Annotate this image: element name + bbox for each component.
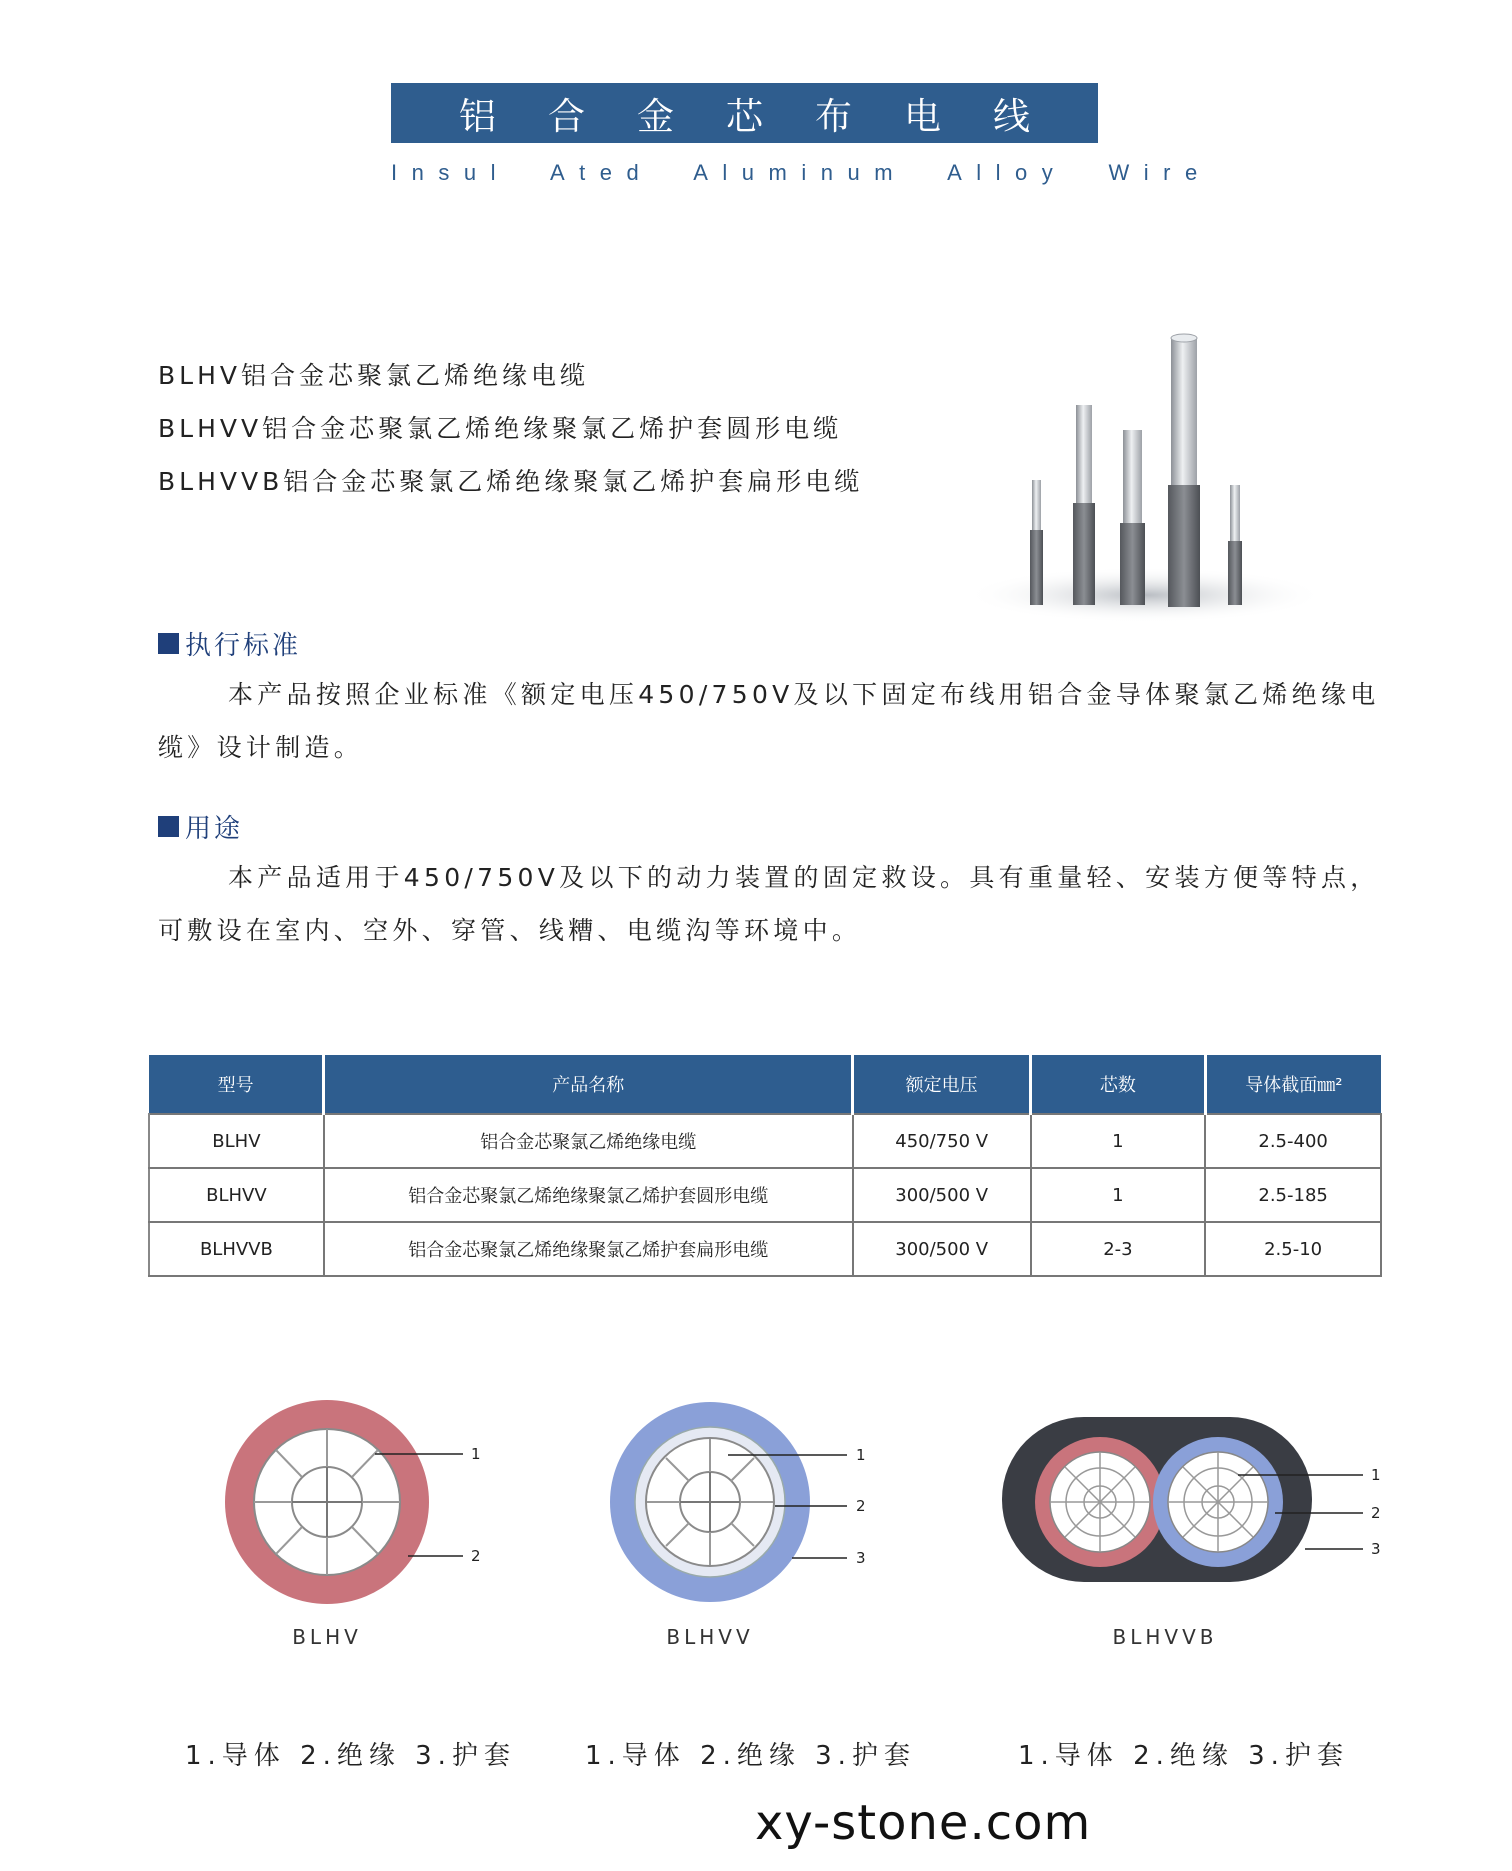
cell-product-name: 铝合金芯聚氯乙烯绝缘聚氯乙烯护套圆形电缆: [324, 1168, 853, 1222]
col-header-product-name: 产品名称: [324, 1055, 853, 1114]
col-header-cores: 芯数: [1031, 1055, 1206, 1114]
cell-model: BLHVV: [149, 1168, 324, 1222]
col-header-model: 型号: [149, 1055, 324, 1114]
table-row: [149, 1114, 1381, 1168]
callout-label-2: 2: [1371, 1504, 1381, 1522]
callout-label-1: 1: [471, 1445, 481, 1463]
cell-cores: 2-3: [1031, 1222, 1206, 1276]
cell-voltage: 300/500 V: [853, 1222, 1031, 1276]
square-bullet-icon: [158, 633, 179, 654]
cell-model: BLHV: [149, 1114, 324, 1168]
wire-product-image: [960, 325, 1330, 625]
usage-paragraph: 本产品适用于450/750V及以下的动力装置的固定救设。具有重量轻、安装方便等特点，可敷设在室内、空外、穿管、线糟、电缆沟等环境中。: [158, 863, 1380, 945]
product-line-blhv: BLHV铝合金芯聚氯乙烯绝缘电缆: [158, 361, 589, 390]
callout-label-1: 1: [856, 1446, 866, 1464]
legend-blhvv: 1.导体 2.绝缘 3.护套: [585, 1741, 916, 1771]
col-header-cross-section: 导体截面㎜²: [1205, 1055, 1381, 1114]
blhvvb-cross-section-diagram: [1000, 1415, 1400, 1595]
table-row: [149, 1168, 1381, 1222]
callout-label-2: 2: [471, 1547, 481, 1565]
col-header-voltage: 额定电压: [853, 1055, 1031, 1114]
cell-cross-section: 2.5-185: [1205, 1168, 1381, 1222]
callout-label-2: 2: [856, 1497, 866, 1515]
standard-paragraph: 本产品按照企业标准《额定电压450/750V及以下固定布线用铝合金导体聚氯乙烯绝缘电缆》设计制造。: [158, 680, 1380, 762]
cell-cores: 1: [1031, 1114, 1206, 1168]
spec-table: [148, 1055, 1382, 1277]
page-title: 铝合金芯布电线: [391, 83, 1098, 143]
cell-model: BLHVVB: [149, 1222, 324, 1276]
cell-cores: 1: [1031, 1168, 1206, 1222]
cell-cross-section: 2.5-10: [1205, 1222, 1381, 1276]
usage-heading-label: 用途: [185, 814, 244, 844]
page-subtitle: Insul Ated Aluminum Alloy Wire: [391, 160, 1212, 185]
cell-voltage: 300/500 V: [853, 1168, 1031, 1222]
callout-label-3: 3: [1371, 1540, 1381, 1558]
usage-heading: [158, 808, 243, 845]
product-line-blhvv: BLHVV铝合金芯聚氯乙烯绝缘聚氯乙烯护套圆形电缆: [158, 414, 843, 443]
diagram-name-blhvv: BLHVV: [666, 1625, 754, 1649]
legend-blhvvb: 1.导体 2.绝缘 3.护套: [1018, 1741, 1349, 1771]
product-line-blhvvb: BLHVVB铝合金芯聚氯乙烯绝缘聚氯乙烯护套扁形电缆: [158, 467, 864, 496]
standard-heading: [158, 625, 301, 662]
square-bullet-icon: [158, 816, 179, 837]
standard-heading-label: 执行标准: [185, 631, 302, 661]
cell-product-name: 铝合金芯聚氯乙烯绝缘电缆: [324, 1114, 853, 1168]
footer-url: xy-stone.com: [755, 1795, 1092, 1851]
callout-label-1: 1: [1371, 1466, 1381, 1484]
table-header-row: [149, 1055, 1381, 1114]
cell-cross-section: 2.5-400: [1205, 1114, 1381, 1168]
cell-product-name: 铝合金芯聚氯乙烯绝缘聚氯乙烯护套扁形电缆: [324, 1222, 853, 1276]
diagram-name-blhv: BLHV: [292, 1625, 362, 1649]
cell-voltage: 450/750 V: [853, 1114, 1031, 1168]
blhvv-cross-section-diagram: [610, 1390, 880, 1620]
callout-label-3: 3: [856, 1549, 866, 1567]
blhv-cross-section-diagram: [225, 1390, 495, 1620]
diagram-name-blhvvb: BLHVVB: [1112, 1625, 1218, 1649]
legend-blhv: 1.导体 2.绝缘 3.护套: [185, 1741, 516, 1771]
table-row: [149, 1222, 1381, 1276]
